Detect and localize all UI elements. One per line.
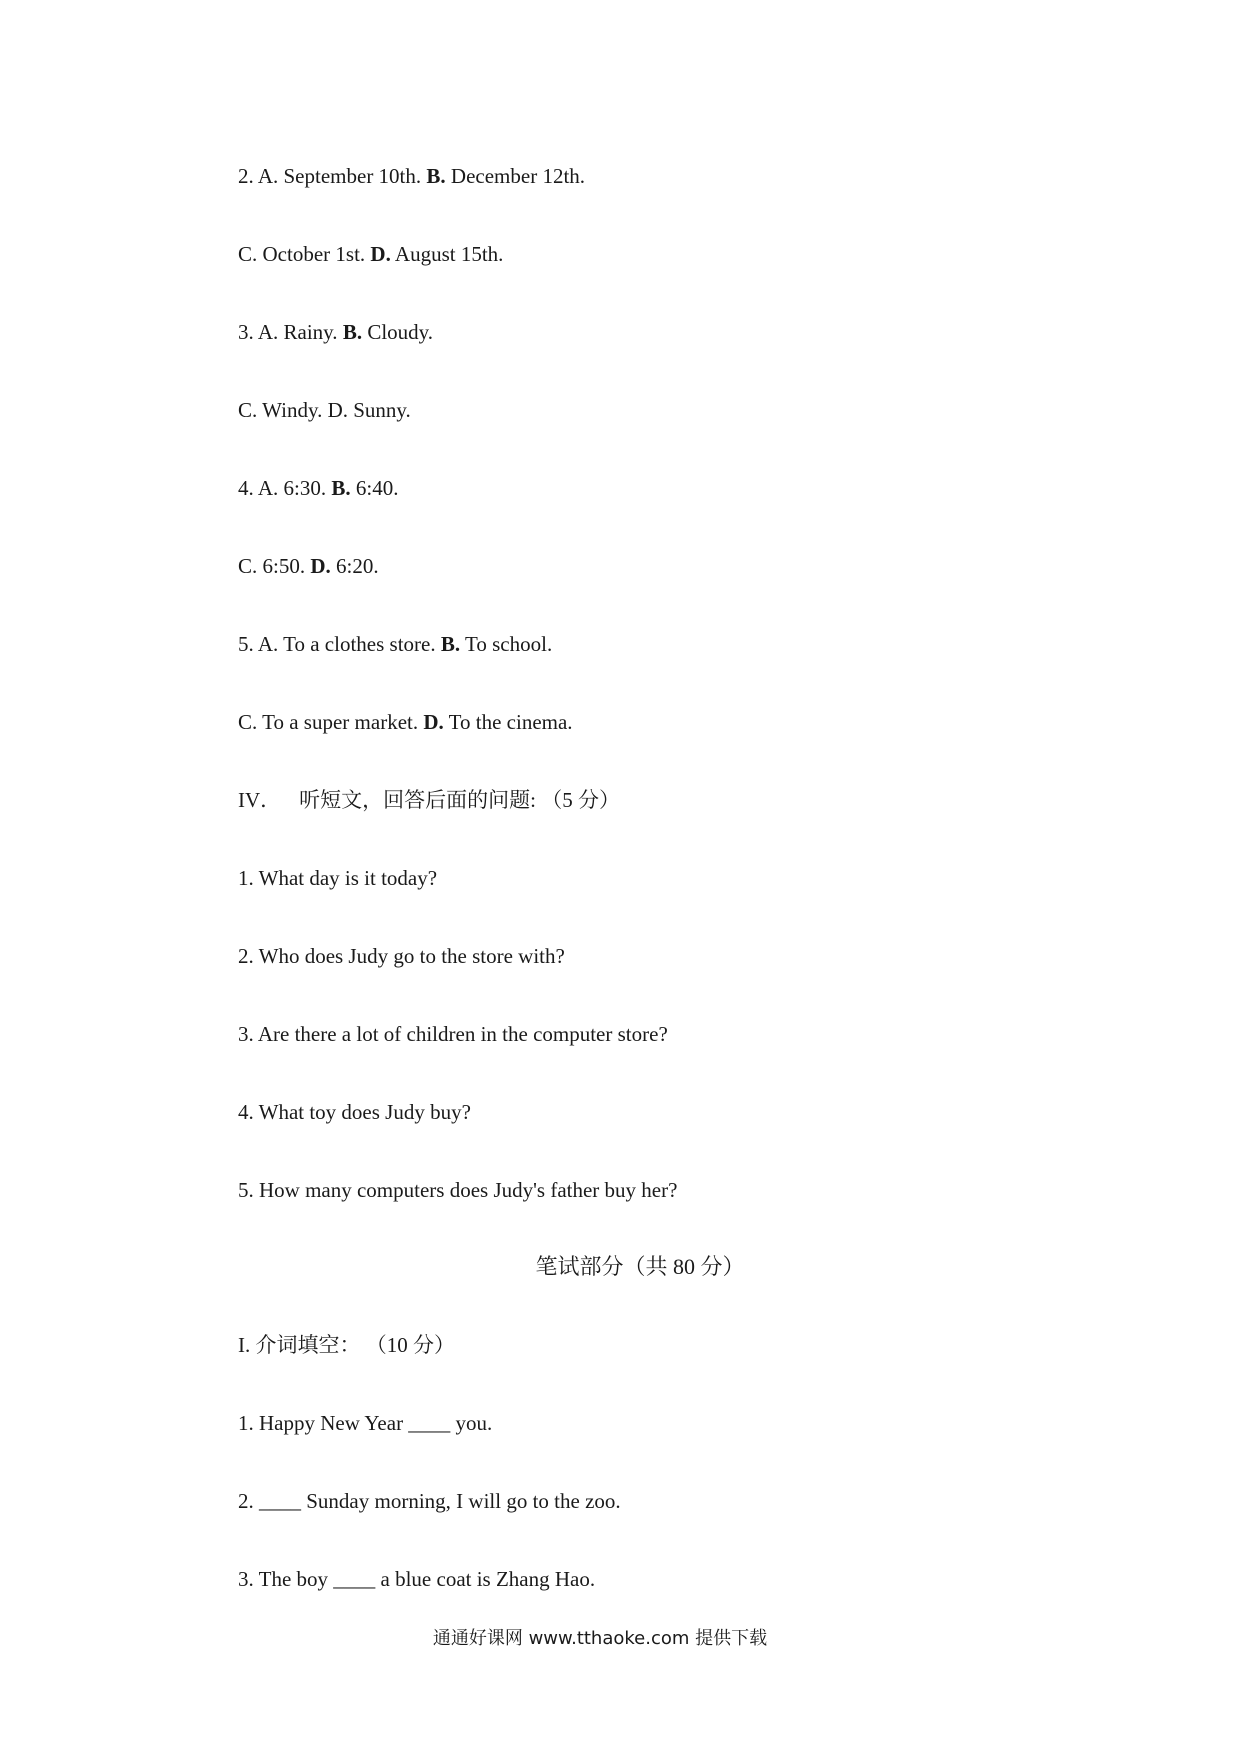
fill-item-1: 1. Happy New Year ____ you. <box>238 1411 493 1435</box>
option-text: 6:20. <box>330 554 379 578</box>
question-1: 1. What day is it today? <box>238 866 438 890</box>
question-5: 5. How many computers does Judy's father buy her? <box>238 1178 678 1202</box>
option-letter: B. <box>342 320 363 344</box>
option-text: C. October 1st. <box>238 242 371 266</box>
option-line-3cd <box>238 396 411 424</box>
page-footer: 通通好课网 www.tthaoke.com 提供下载 <box>432 1628 768 1649</box>
question-3: 3. Are there a lot of children in the computer store? <box>238 1022 668 1046</box>
question-4: 4. What toy does Judy buy? <box>238 1100 471 1124</box>
option-text: 6:40. <box>350 476 399 500</box>
option-text: 4. A. 6:30. <box>238 476 332 500</box>
option-text: 3. A. Rainy. <box>238 320 343 344</box>
fill-item-2: 2. ____ Sunday morning, I will go to the zoo. <box>238 1489 621 1513</box>
option-letter: D. <box>370 242 391 266</box>
fill-item-3: 3. The boy ____ a blue coat is Zhang Hao. <box>238 1567 596 1591</box>
option-letter: D. <box>310 554 331 578</box>
option-text: C. To a super market. <box>238 710 424 734</box>
option-line-4cd <box>238 552 379 580</box>
option-text: Cloudy. <box>362 320 434 344</box>
section-title: 听短文，回答后面的问题: （5 分） <box>299 788 621 812</box>
option-text: To the cinema. <box>443 710 573 734</box>
option-text: 2. A. September 10th. <box>238 164 427 188</box>
option-line-3ab <box>238 318 433 346</box>
section-numeral: IV． <box>238 788 282 812</box>
option-line-5ab <box>238 630 552 658</box>
option-letter: B. <box>331 476 351 500</box>
option-line-5cd <box>238 708 573 736</box>
option-text: C. Windy. D. Sunny. <box>238 398 411 422</box>
option-line-2ab <box>238 162 585 190</box>
option-text: C. 6:50. <box>238 554 311 578</box>
option-letter: B. <box>426 164 446 188</box>
option-letter: B. <box>440 632 461 656</box>
question-2: 2. Who does Judy go to the store with? <box>238 944 565 968</box>
option-line-2cd <box>238 240 503 268</box>
written-part-title: 笔试部分（共 80 分） <box>535 1254 745 1279</box>
option-text: To school. <box>460 632 553 656</box>
section-i-heading: I. 介词填空： （10 分） <box>238 1333 455 1357</box>
option-text: 5. A. To a clothes store. <box>238 632 441 656</box>
option-letter: D. <box>423 710 444 734</box>
option-text: December 12th. <box>445 164 586 188</box>
section-iv-heading <box>238 786 620 814</box>
option-line-4ab <box>238 474 398 502</box>
option-text: August 15th. <box>390 242 504 266</box>
